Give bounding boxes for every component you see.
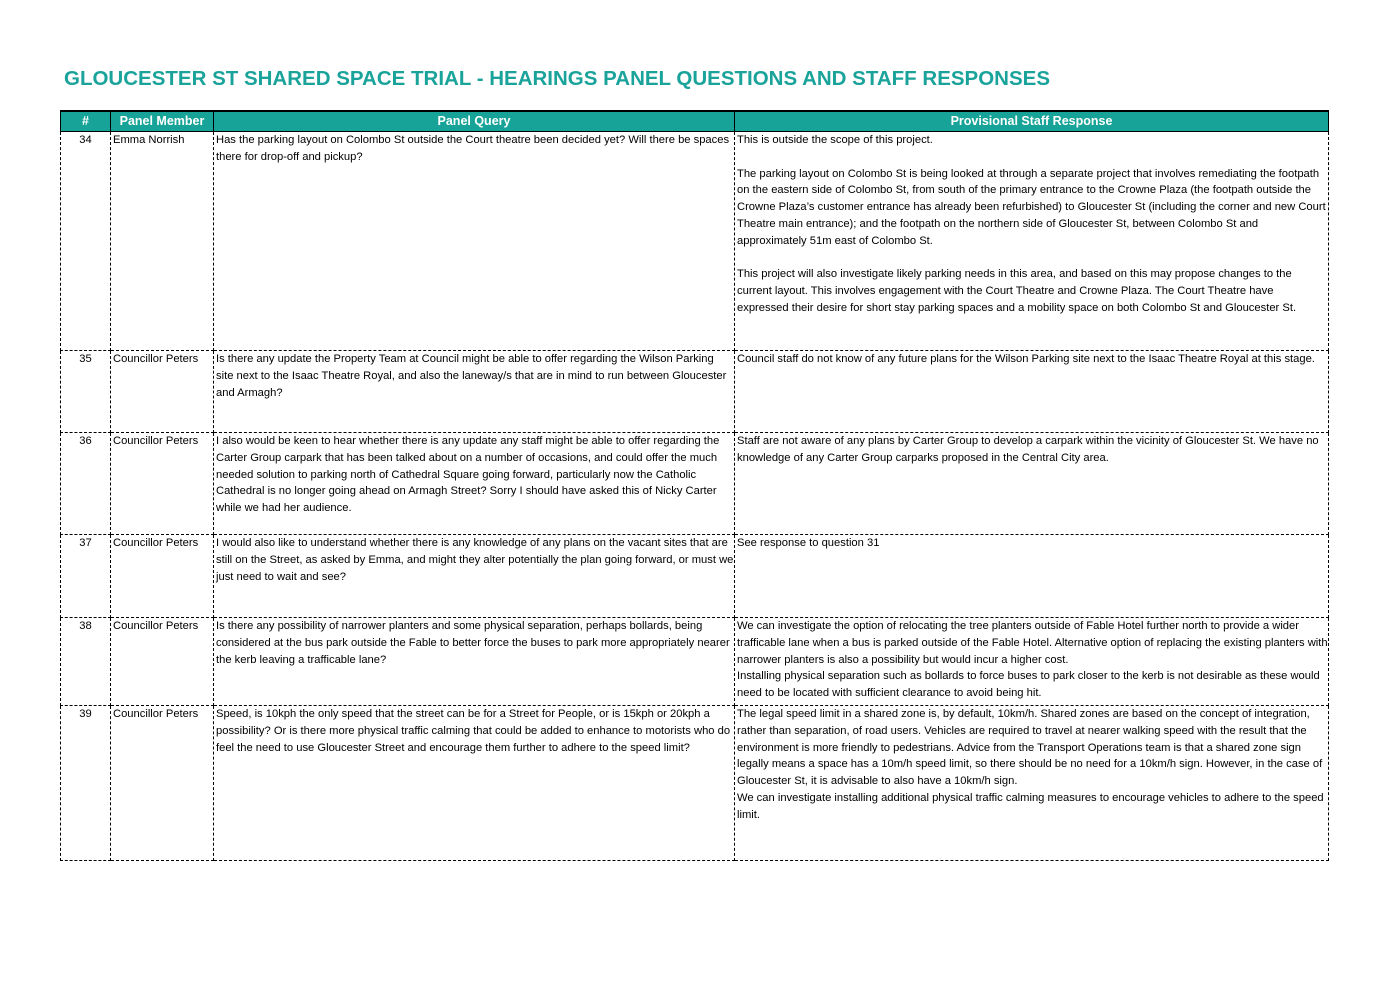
staff-response-cell <box>735 132 1329 351</box>
response-line: We can investigate the option of relocating the tree planters outside of Fable Hotel further north to provide a wider trafficable lane when a bus is parked outside of the Fable Hotel. Alternative option of replacing the existing planters with narrower planters is also a possibility but would incur a higher cost. <box>737 620 1328 666</box>
panel-query-cell: I would also like to understand whether there is any knowledge of any plans on the vacant sites that are still on the Street, as asked by Emma, and might they alter potentially the plan going forward, or must we just need to wait and see? <box>214 535 735 618</box>
panel-member-cell: Councillor Peters <box>111 618 214 706</box>
row-number: 36 <box>61 433 111 535</box>
header-num: # <box>61 111 111 132</box>
table-row <box>61 132 1329 351</box>
response-paragraph: Staff are not aware of any plans by Carter Group to develop a carpark within the vicinity of Gloucester St. We have no knowledge of any Carter Group carparks proposed in the Central City area. <box>737 435 1319 464</box>
panel-query-cell: Is there any possibility of narrower planters and some physical separation, perhaps bollards, being considered at the bus park outside the Fable to better force the buses to park more appropriately nearer the kerb leaving a trafficable lane? <box>214 618 735 706</box>
panel-member-cell: Emma Norrish <box>111 132 214 351</box>
table-row <box>61 535 1329 618</box>
table-row <box>61 433 1329 535</box>
response-line: The legal speed limit in a shared zone is, by default, 10km/h. Shared zones are based on the concept of integration, rather than separation, of road users. Vehicles are required to travel at nearer walking speed with the result that the environment is more friendly to pedestrians. Advice from the Transport Operations team is that a shared zone sign legally means a space has a 10m/h speed limit, so there should be no need for a 10km/h sign. However, in the case of Gloucester St, it is advisable to also have a 10km/h sign. <box>737 708 1323 788</box>
response-line: Installing physical separation such as bollards to force buses to park closer to the kerb is not desirable as these would need to be located with sufficient clearance to avoid being hit. <box>737 670 1320 700</box>
staff-response-cell <box>735 535 1329 618</box>
row-number: 37 <box>61 535 111 618</box>
header-panel-member: Panel Member <box>111 111 214 132</box>
panel-member-cell: Councillor Peters <box>111 351 214 433</box>
response-line: We can investigate installing additional physical traffic calming measures to encourage vehicles to adhere to the speed limit. <box>737 791 1324 821</box>
response-paragraph: Council staff do not know of any future plans for the Wilson Parking site next to the Isaac Theatre Royal at this stage. <box>737 353 1315 365</box>
questions-table <box>60 110 1329 861</box>
panel-member-cell: Councillor Peters <box>111 706 214 861</box>
row-number: 34 <box>61 132 111 351</box>
response-paragraph: This is outside the scope of this project. <box>737 134 933 146</box>
panel-query-cell: I also would be keen to hear whether there is any update any staff might be able to offer regarding the Carter Group carpark that has been talked about on a number of occasions, and could offer the much needed solution to parking north of Cathedral Square going forward, particularly now the Catholic Cathedral is no longer going ahead on Armagh Street? Sorry I should have asked this of Nicky Carter while we had her audience. <box>214 433 735 535</box>
panel-query-cell: Speed, is 10kph the only speed that the street can be for a Street for People, or is 15kph or 20kph a possibility? Or is there more physical traffic calming that could be added to enhance to motorists who do feel the need to use Gloucester Street and encourage them further to adhere to the speed limit? <box>214 706 735 861</box>
table-row <box>61 351 1329 433</box>
row-number: 38 <box>61 618 111 706</box>
table-row <box>61 618 1329 706</box>
page-title: GLOUCESTER ST SHARED SPACE TRIAL - HEARINGS PANEL QUESTIONS AND STAFF RESPONSES <box>64 67 1050 90</box>
staff-response-cell <box>735 351 1329 433</box>
table-header-row <box>61 111 1329 132</box>
response-paragraph: The parking layout on Colombo St is being looked at through a separate project that involves remediating the footpath on the eastern side of Colombo St, from south of the primary entrance to the Crowne Plaza (the footpath outside the Crowne Plaza’s customer entrance has already been refurbished) to Gloucester St (including the corner and new Court Theatre main entrance); and the footpath on the northern side of Gloucester St, between Colombo St and approximately 51m east of Colombo St. <box>737 167 1326 247</box>
staff-response-cell <box>735 618 1329 706</box>
panel-query-cell: Is there any update the Property Team at Council might be able to offer regarding the Wilson Parking site next to the Isaac Theatre Royal, and also the laneway/s that are in mind to run between Gloucester and Armagh? <box>214 351 735 433</box>
panel-member-cell: Councillor Peters <box>111 535 214 618</box>
panel-query-cell: Has the parking layout on Colombo St outside the Court theatre been decided yet? Will there be spaces there for drop-off and pickup? <box>214 132 735 351</box>
table-row <box>61 706 1329 861</box>
header-staff-response: Provisional Staff Response <box>735 111 1329 132</box>
response-paragraph: This project will also investigate likely parking needs in this area, and based on this may propose changes to the current layout. This involves engagement with the Court Theatre and Crowne Plaza. The Court Theatre have expressed their desire for short stay parking spaces and a mobility space on both Colombo St and Gloucester St. <box>737 268 1297 314</box>
staff-response-cell <box>735 433 1329 535</box>
response-paragraph: See response to question 31 <box>737 537 880 549</box>
row-number: 39 <box>61 706 111 861</box>
staff-response-cell <box>735 706 1329 861</box>
row-number: 35 <box>61 351 111 433</box>
header-panel-query: Panel Query <box>214 111 735 132</box>
panel-member-cell: Councillor Peters <box>111 433 214 535</box>
